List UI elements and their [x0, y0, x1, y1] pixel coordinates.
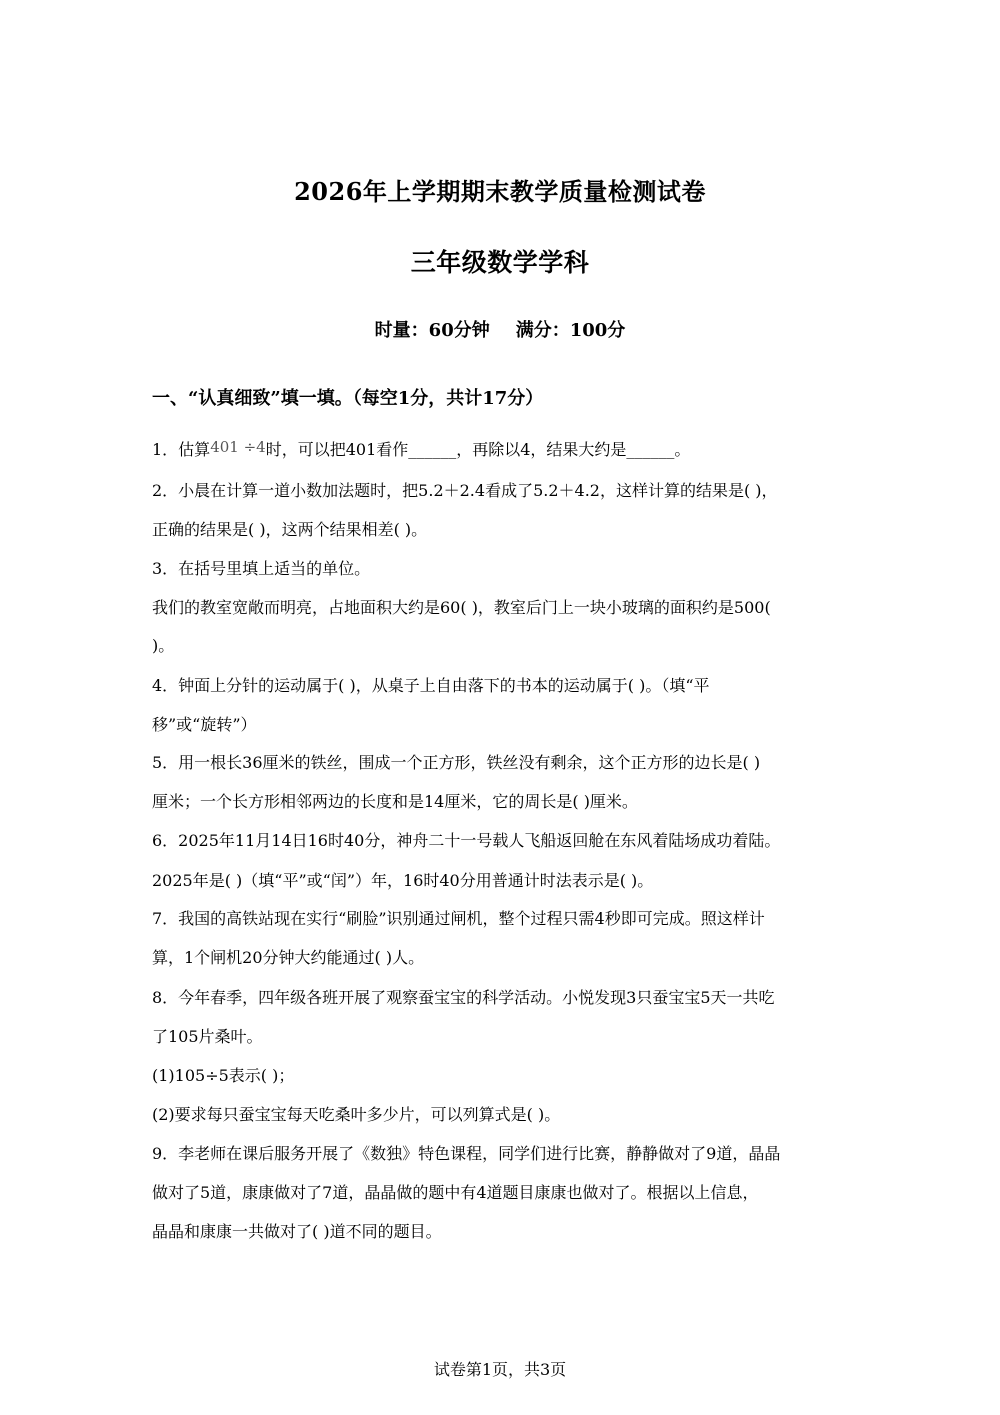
question-2-line-2: 正确的结果是( )，这两个结果相差( )。: [152, 520, 428, 539]
question-3-line-2: 我们的教室宽敞而明亮，占地面积大约是60( )，教室后门上一块小玻璃的面积约是500(: [152, 598, 771, 617]
exam-subtitle: 三年级数学学科: [410, 248, 590, 277]
question-8-line-1: 8．今年春季，四年级各班开展了观察蚕宝宝的科学活动。小悦发现3只蚕宝宝5天一共吃: [152, 988, 775, 1007]
section-heading: 一、“认真细致”填一填。（每空1分，共计17分）: [152, 388, 544, 409]
question-6-line-1: 6．2025年11月14日16时40分，神舟二十一号载人飞船返回舱在东风着陆场成功着陆。: [152, 831, 781, 850]
exam-title: 2026年上学期期末教学质量检测试卷: [294, 177, 706, 206]
question-3-line-3: )。: [152, 636, 175, 655]
question-8-line-2: 了105片桑叶。: [152, 1027, 263, 1046]
math-expression: 401 ÷4: [210, 438, 266, 456]
question-7-line-2: 算，1个闸机20分钟大约能通过( )人。: [152, 948, 425, 967]
question-9-line-1: 9．李老师在课后服务开展了《数独》特色课程，同学们进行比赛，静静做对了9道，晶晶: [152, 1144, 781, 1163]
question-6-line-2: 2025年是( )（填“平”或“闰”）年，16时40分用普通计时法表示是( )。: [152, 871, 654, 890]
question-4-line-1: 4．钟面上分针的运动属于( )，从桌子上自由落下的书本的运动属于( )。（填“平: [152, 676, 710, 695]
question-8-part-1: (1)105÷5表示( )；: [152, 1066, 295, 1085]
exam-info: [0, 316, 1000, 342]
question-1-suffix: 时，可以把401看作______，再除以4，结果大约是______。: [265, 440, 691, 459]
question-9-line-2: 做对了5道，康康做对了7道，晶晶做的题中有4道题目康康也做对了。根据以上信息，: [152, 1183, 759, 1202]
question-5-line-2: 厘米；一个长方形相邻两边的长度和是14厘米，它的周长是( )厘米。: [152, 792, 638, 811]
page-footer: 试卷第1页，共3页: [433, 1360, 567, 1379]
question-5-line-1: 5．用一根长36厘米的铁丝，围成一个正方形，铁丝没有剩余，这个正方形的边长是( ): [152, 753, 761, 772]
question-9-line-3: 晶晶和康康一共做对了( )道不同的题目。: [152, 1222, 442, 1241]
question-3-line-1: 3．在括号里填上适当的单位。: [152, 559, 371, 578]
question-7-line-1: 7．我国的高铁站现在实行“刷脸”识别通过闸机，整个过程只需4秒即可完成。照这样计: [152, 909, 765, 928]
question-2-line-1: 2．小晨在计算一道小数加法题时，把5.2＋2.4看成了5.2＋4.2，这样计算的结果是( )，: [152, 481, 778, 500]
question-1: [152, 437, 690, 460]
question-1-prefix: 1．估算: [152, 440, 211, 459]
question-4-line-2: 移”或“旋转”）: [152, 715, 257, 734]
score-label: 满分：100分: [515, 320, 626, 341]
time-label: 时量：60分钟: [374, 320, 490, 341]
question-8-part-2: (2)要求每只蚕宝宝每天吃桑叶多少片，可以列算式是( )。: [152, 1105, 561, 1124]
